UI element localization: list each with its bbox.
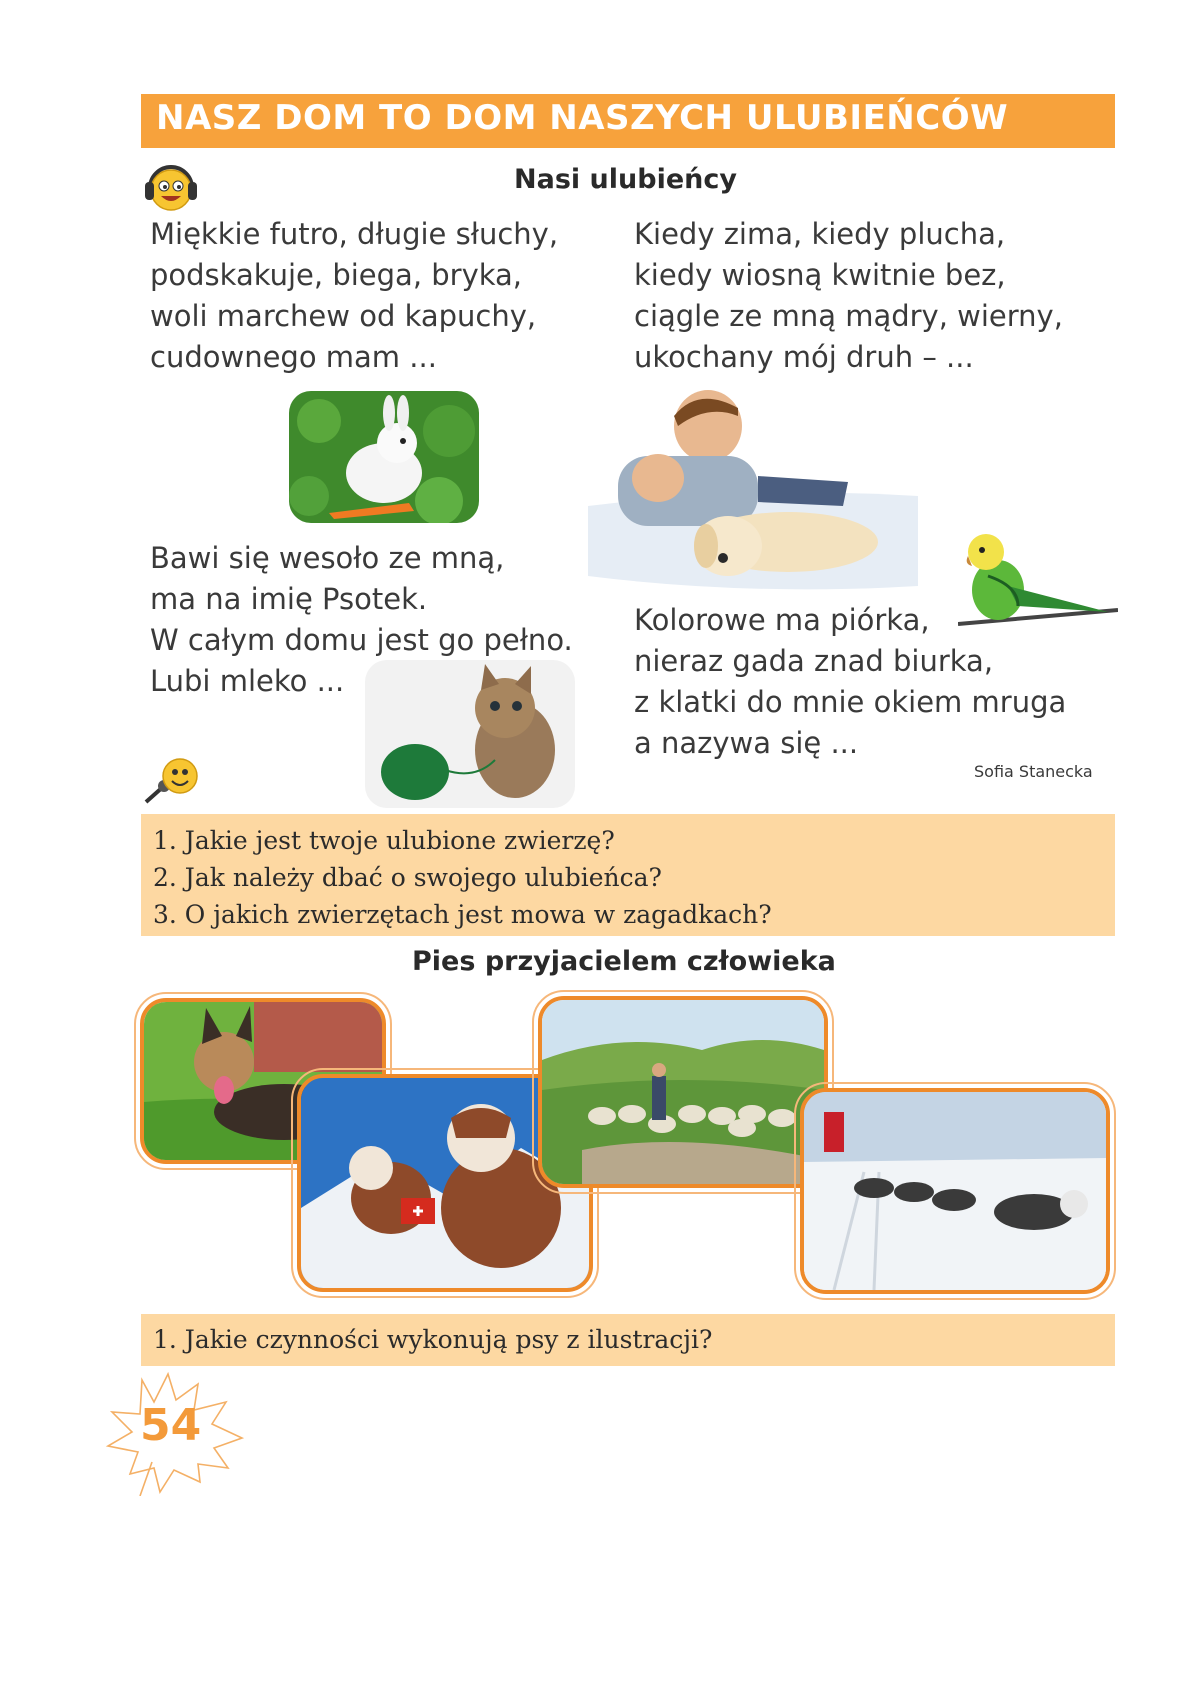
riddle-line: a nazywa się ... [634,726,859,760]
headphones-smiley-icon [142,158,200,216]
riddle-rabbit [150,214,558,378]
questions-box-dogs [141,1314,1115,1366]
riddle-line: Bawi się wesoło ze mną, [150,541,505,575]
riddle-dog [634,214,1063,378]
riddle-line: woli marchew od kapuchy, [150,299,537,333]
riddle-line: podskakuje, biega, bryka, [150,258,523,292]
kitten-photo [365,660,575,808]
sled-dogs-photo [800,1088,1110,1294]
poem-author: Sofia Stanecka [974,762,1093,781]
question-item: 1. Jakie czynności wykonują psy z ilustracji? [153,1325,713,1354]
microphone-smiley-icon [142,756,202,806]
riddle-parrot [634,600,1066,764]
question-item: 1. Jakie jest twoje ulubione zwierzę? [153,826,615,855]
sheepdog-photo [538,996,828,1188]
riddle-line: Kiedy zima, kiedy plucha, [634,217,1006,251]
riddle-line: ciągle ze mną mądry, wierny, [634,299,1063,333]
riddle-line: ma na imię Psotek. [150,582,428,616]
question-item: 2. Jak należy dbać o swojego ulubieńca? [153,863,662,892]
riddle-line: ukochany mój druh – ... [634,340,974,374]
section-title-dog-friend: Pies przyjacielem człowieka [412,946,836,977]
riddle-line: W całym domu jest go pełno. [150,623,573,657]
boy-with-dog-photo [588,386,918,592]
riddle-line: kiedy wiosną kwitnie bez, [634,258,1006,292]
question-item: 3. O jakich zwierzętach jest mowa w zagadkach? [153,900,772,929]
questions-box [141,814,1115,936]
riddle-line: cudownego mam ... [150,340,437,374]
riddle-line: Lubi mleko ... [150,664,345,698]
riddle-line: nieraz gada znad biurka, [634,644,994,678]
page-title: NASZ DOM TO DOM NASZYCH ULUBIEŃCÓW [156,98,1009,138]
riddle-line: Miękkie futro, długie słuchy, [150,217,559,251]
rabbit-photo [289,391,479,523]
section-title-pets: Nasi ulubieńcy [514,164,737,195]
page-number: 54 [140,1400,202,1451]
riddle-line: Kolorowe ma piórka, [634,603,930,637]
question-list [141,814,1115,933]
riddle-line: z klatki do mnie okiem mruga [634,685,1067,719]
